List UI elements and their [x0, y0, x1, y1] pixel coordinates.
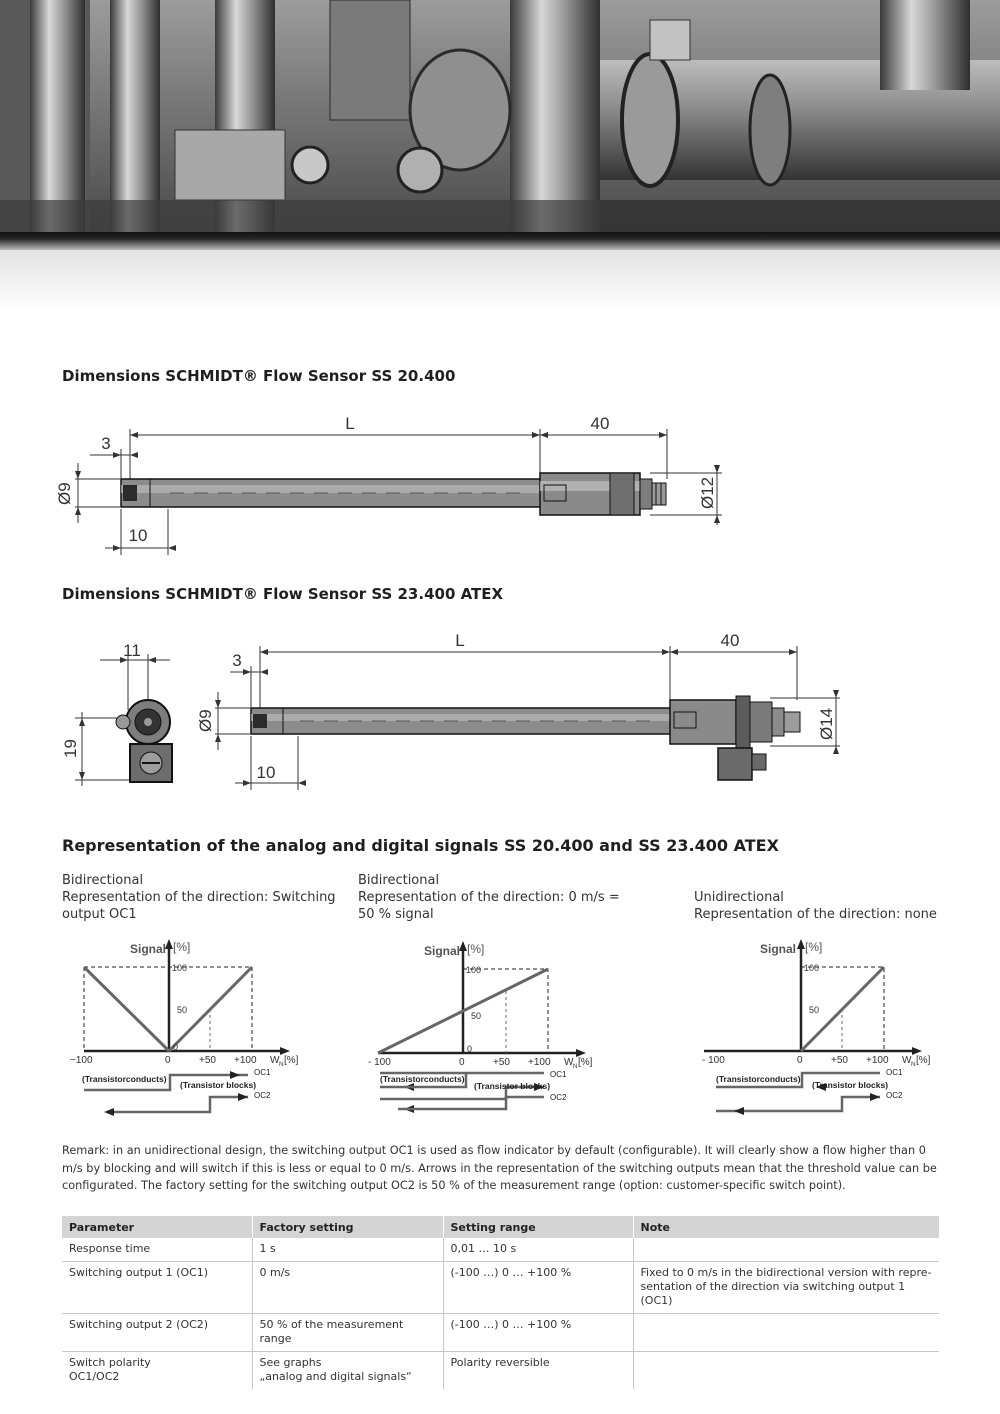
col2-line2: Representation of the direction: 0 m/s =: [358, 890, 620, 905]
cell-text: Switching output 1 (OC1): [69, 1266, 209, 1279]
header-glow: [0, 250, 1000, 310]
dim-40b-label: 40: [720, 631, 740, 650]
cell-text: Switching output 2 (OC2): [69, 1318, 209, 1331]
cell-parameter: [62, 1238, 252, 1262]
cell-range: [443, 1314, 633, 1352]
x-tick-m100: −100: [70, 1055, 93, 1066]
cell-parameter: [62, 1262, 252, 1314]
col1-line3: output OC1: [62, 907, 137, 922]
transistor-blocks-label: (Transistor blocks): [180, 1080, 257, 1090]
cell-text: „analog and digital signals“: [259, 1370, 412, 1383]
dimensions-ss20400-title: Dimensions SCHMIDT® Flow Sensor SS 20.400: [62, 367, 456, 385]
y-tick-50-2: 50: [471, 1011, 482, 1021]
y-tick-100-2: 100: [466, 965, 482, 975]
cell-note: [633, 1314, 939, 1352]
x-tick-p100-2: +100: [528, 1057, 551, 1068]
x-tick-m100-2: - 100: [368, 1057, 391, 1068]
dim-l-label: L: [345, 414, 355, 433]
signal-label-2: Signal: [424, 944, 461, 958]
x-axis-wn-sub-2: N: [573, 1064, 578, 1070]
y-tick-50-3: 50: [809, 1005, 820, 1015]
x-axis-unit-3: [%]: [916, 1055, 931, 1066]
ss23400-dimension-drawing: [50, 630, 870, 800]
signal-column-3-description: [694, 889, 937, 923]
cell-text: Polarity reversible: [450, 1356, 550, 1369]
transistor-conducts-label-3: (Transistorconducts): [716, 1074, 801, 1084]
transistor-conducts-label: (Transistorconducts): [82, 1074, 167, 1084]
x-axis-wn-sub-3: N: [911, 1062, 916, 1068]
y-tick-100-3: 100: [804, 963, 820, 973]
x-axis-unit: [%]: [284, 1055, 299, 1066]
x-tick-0: 0: [165, 1055, 171, 1066]
oc1-label-3: OC1: [886, 1068, 903, 1077]
dim-d12-label: Ø12: [698, 476, 717, 509]
cell-text: Switch polarity: [69, 1356, 151, 1369]
col2-line3: 50 % signal: [358, 907, 434, 922]
cell-factory: [252, 1352, 443, 1390]
oc2-label-2: OC2: [550, 1093, 567, 1102]
transistor-conducts-label-2: (Transistorconducts): [380, 1074, 465, 1084]
dim-lb-label: L: [455, 631, 465, 650]
oc2-label-3: OC2: [886, 1091, 903, 1100]
signal-column-2-description: [358, 872, 620, 923]
y-tick-0: 0: [173, 1042, 179, 1052]
cell-text: (-100 …) 0 … +100 %: [450, 1318, 572, 1331]
cell-factory: [252, 1314, 443, 1352]
signal-label-3: Signal: [760, 942, 797, 956]
cell-text: 1 s: [259, 1242, 276, 1255]
cell-range: [443, 1262, 633, 1314]
table-row: [62, 1262, 939, 1314]
col3-line1: Unidirectional: [694, 890, 784, 905]
cell-note: [633, 1262, 939, 1314]
cell-text: See graphs: [259, 1356, 322, 1369]
table-row: [62, 1238, 939, 1262]
col1-line2: Representation of the direction: Switching: [62, 890, 336, 905]
transistor-blocks-label-2: (Transistor blocks): [474, 1081, 551, 1091]
signal-unit: [%]: [173, 940, 191, 954]
x-tick-p50-2: +50: [493, 1057, 510, 1068]
dim-11-label: 11: [123, 641, 141, 660]
dim-40-label: 40: [590, 414, 610, 433]
dim-d9b-label: Ø9: [196, 709, 215, 732]
signals-title: Representation of the analog and digital signals SS 20.400 and SS 23.400 ATEX: [62, 836, 779, 855]
x-tick-m100-3: - 100: [702, 1055, 725, 1066]
table-row: [62, 1352, 939, 1390]
x-tick-p100-3: +100: [866, 1055, 889, 1066]
dim-19-label: 19: [61, 739, 80, 758]
signal-graph-2: [358, 937, 618, 1122]
cell-text: 0 m/s: [259, 1266, 291, 1279]
industrial-equipment-image: [0, 0, 1000, 232]
cell-parameter: [62, 1314, 252, 1352]
oc1-label: OC1: [254, 1068, 271, 1077]
header-fade: [0, 232, 1000, 250]
signal-label: Signal: [130, 942, 167, 956]
cell-text: 50 % of the measurement range: [259, 1318, 404, 1345]
cell-text: OC1/OC2: [69, 1370, 120, 1383]
dimensions-ss23400-title: Dimensions SCHMIDT® Flow Sensor SS 23.400 ATEX: [62, 585, 504, 603]
x-tick-p100: +100: [234, 1055, 257, 1066]
table-row: [62, 1314, 939, 1352]
cell-text: 0,01 … 10 s: [450, 1242, 517, 1255]
x-tick-p50-3: +50: [831, 1055, 848, 1066]
dim-3b-label: 3: [232, 651, 242, 670]
signal-unit-2: [%]: [467, 942, 485, 956]
oc2-label: OC2: [254, 1091, 271, 1100]
col2-line1: Bidirectional: [358, 873, 440, 888]
dim-3-label: 3: [101, 434, 111, 453]
header-note: Note: [633, 1216, 939, 1238]
x-tick-0-3: 0: [797, 1055, 803, 1066]
x-tick-p50: +50: [199, 1055, 216, 1066]
table-header-row: [62, 1216, 939, 1238]
signal-unit-3: [%]: [805, 940, 823, 954]
oc1-label-2: OC1: [550, 1070, 567, 1079]
cell-factory: [252, 1238, 443, 1262]
cell-note: [633, 1238, 939, 1262]
y-tick-100: 100: [172, 963, 188, 973]
signal-column-1-description: [62, 872, 336, 923]
header-photo: [0, 0, 1000, 232]
cell-text: sentation of the direction via switching output 1 (OC1): [640, 1280, 906, 1307]
transistor-blocks-label-3: (Transistor blocks): [812, 1080, 889, 1090]
x-axis-unit-2: [%]: [578, 1057, 593, 1068]
cell-range: [443, 1352, 633, 1390]
dim-10-label: 10: [128, 526, 148, 545]
cell-parameter: [62, 1352, 252, 1390]
y-tick-0-2: 0: [467, 1044, 473, 1054]
x-axis-wn-3: W: [902, 1055, 912, 1066]
col1-line1: Bidirectional: [62, 873, 144, 888]
dim-10b-label: 10: [256, 763, 276, 782]
header-parameter: Parameter: [62, 1216, 252, 1238]
dim-d9-label: Ø9: [55, 482, 74, 505]
signal-graph-3: [694, 935, 954, 1120]
cell-note: [633, 1352, 939, 1390]
remark-text: Remark: in an unidirectional design, the switching output OC1 is used as flow indicator by default (configurable). It will clearly show a flow higher than 0 m/s by blocking and will switch if this is less or equal to 0 m/s. Arrows in the representation of the switching outputs mean that the threshold value can be configurated. The factory setting for the switching output OC2 is 50 % of the measurement range (option: customer-specific switch point).: [62, 1144, 937, 1192]
header-setting-range: Setting range: [443, 1216, 633, 1238]
y-tick-50: 50: [177, 1005, 188, 1015]
cell-factory: [252, 1262, 443, 1314]
signal-graph-1: [62, 935, 322, 1120]
x-axis-wn-2: W: [564, 1057, 574, 1068]
x-axis-wn-sub: N: [279, 1062, 284, 1068]
cell-text: Fixed to 0 m/s in the bidirectional version with repre-: [640, 1266, 932, 1279]
ss20400-dimension-drawing: [50, 405, 750, 565]
dim-d14-label: Ø14: [817, 707, 836, 740]
col3-line2: Representation of the direction: none: [694, 907, 937, 922]
x-tick-0-2: 0: [459, 1057, 465, 1068]
header-factory-setting: Factory setting: [252, 1216, 443, 1238]
parameter-table: [62, 1216, 939, 1389]
x-axis-wn: W: [270, 1055, 280, 1066]
cell-text: (-100 …) 0 … +100 %: [450, 1266, 572, 1279]
cell-range: [443, 1238, 633, 1262]
cell-text: Response time: [69, 1242, 151, 1255]
